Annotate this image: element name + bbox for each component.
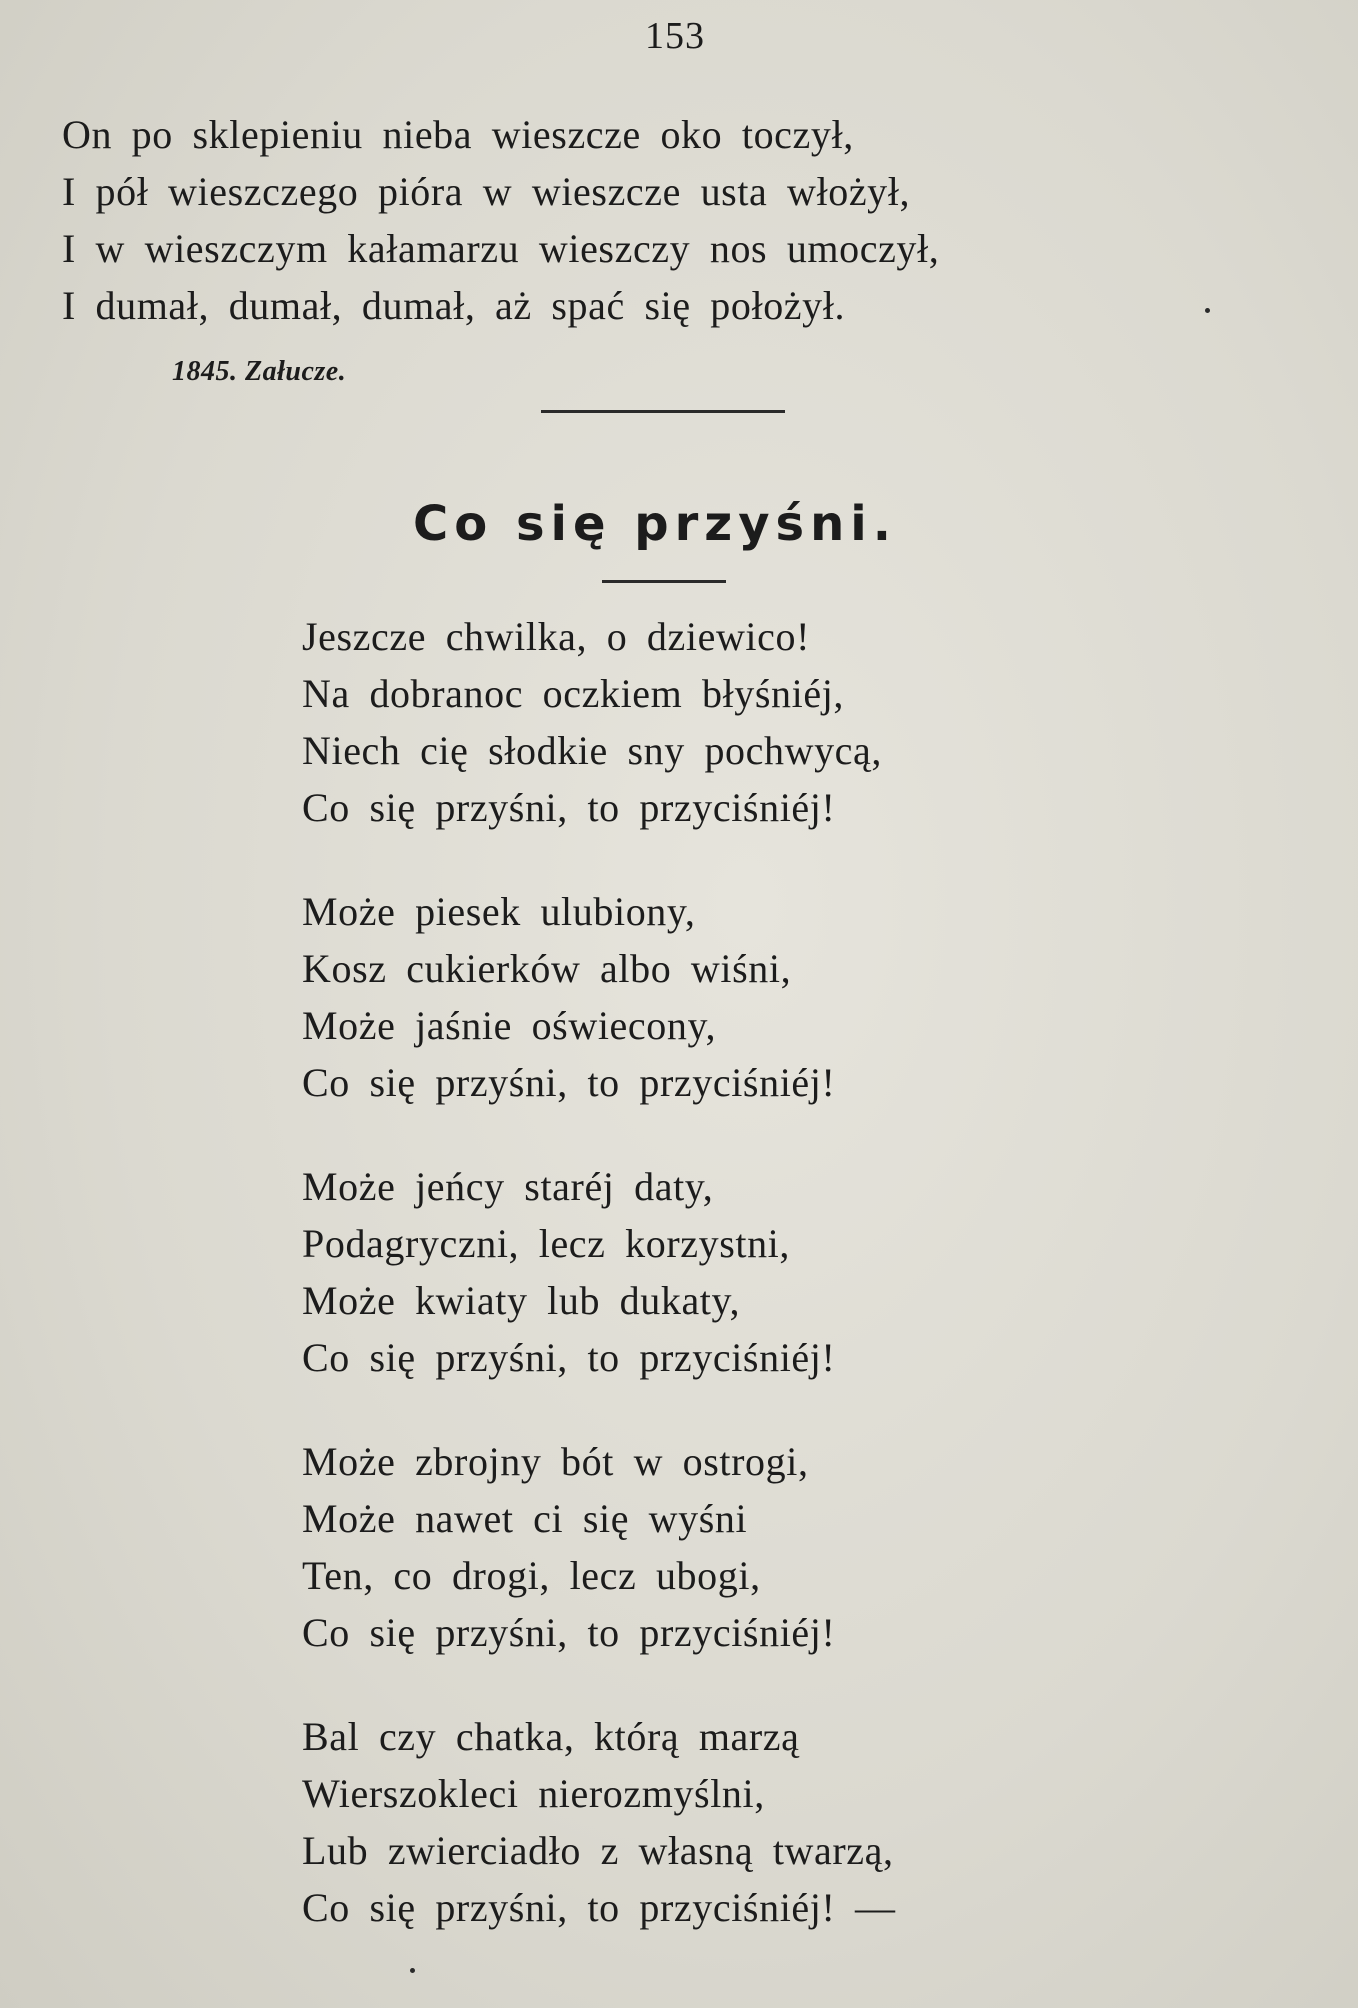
verse-line: Lub zwierciadło z własną twarzą, [302,1828,894,1873]
verse-line: Podagryczni, lecz korzystni, [302,1221,790,1266]
verse-line: Wierszokleci nierozmyślni, [302,1771,765,1816]
verse-line: Może jeńcy staréj daty, [302,1164,714,1209]
verse-line: Co się przyśni, to przyciśniéj! [302,1335,836,1380]
verse-line: Co się przyśni, to przyciśniéj! [302,1060,836,1105]
verse-line: Może nawet ci się wyśni [302,1496,748,1541]
verse-line: Może zbrojny bót w ostrogi, [302,1439,809,1484]
page-number: 153 [645,15,705,57]
verse-line: Jeszcze chwilka, o dziewico! [302,614,811,659]
stanza [302,1158,1302,1386]
verse-line: Może piesek ulubiony, [302,889,696,934]
section-divider [541,410,785,413]
print-speck [410,1968,415,1973]
stanza [302,608,1302,836]
verse-line: Co się przyśni, to przyciśniéj! [302,1610,836,1655]
verse-line: Może jaśnie oświecony, [302,1003,717,1048]
title-underline [602,580,726,583]
verse-line: Niech cię słodkie sny pochwycą, [302,728,882,773]
stanza [302,1708,1302,1936]
verse-line: I w wieszczym kałamarzu wieszczy nos umoczył, [62,226,940,271]
verse-line: Ten, co drogi, lecz ubogi, [302,1553,761,1598]
verse-line: Bal czy chatka, którą marzą [302,1714,800,1759]
verse-line: Co się przyśni, to przyciśniéj! — [302,1885,896,1930]
date-place-line: 1845. Załucze. [172,356,347,387]
verse-line: I pół wieszczego pióra w wieszcze usta włożył, [62,169,911,214]
stanza [302,1433,1302,1661]
verse-line: Co się przyśni, to przyciśniéj! [302,785,836,830]
print-speck [1205,308,1210,313]
poem-title: Co się przyśni. [413,496,897,552]
verse-line: Kosz cukierków albo wiśni, [302,946,792,991]
poem-body [302,608,1302,1983]
verse-line: I dumał, dumał, dumał, aż spać się położył. [62,283,846,328]
previous-poem-ending [62,106,1262,334]
verse-line: On po sklepieniu nieba wieszcze oko toczył, [62,112,854,157]
stanza [302,883,1302,1111]
verse-line: Na dobranoc oczkiem błyśniéj, [302,671,845,716]
verse-line: Może kwiaty lub dukaty, [302,1278,741,1323]
